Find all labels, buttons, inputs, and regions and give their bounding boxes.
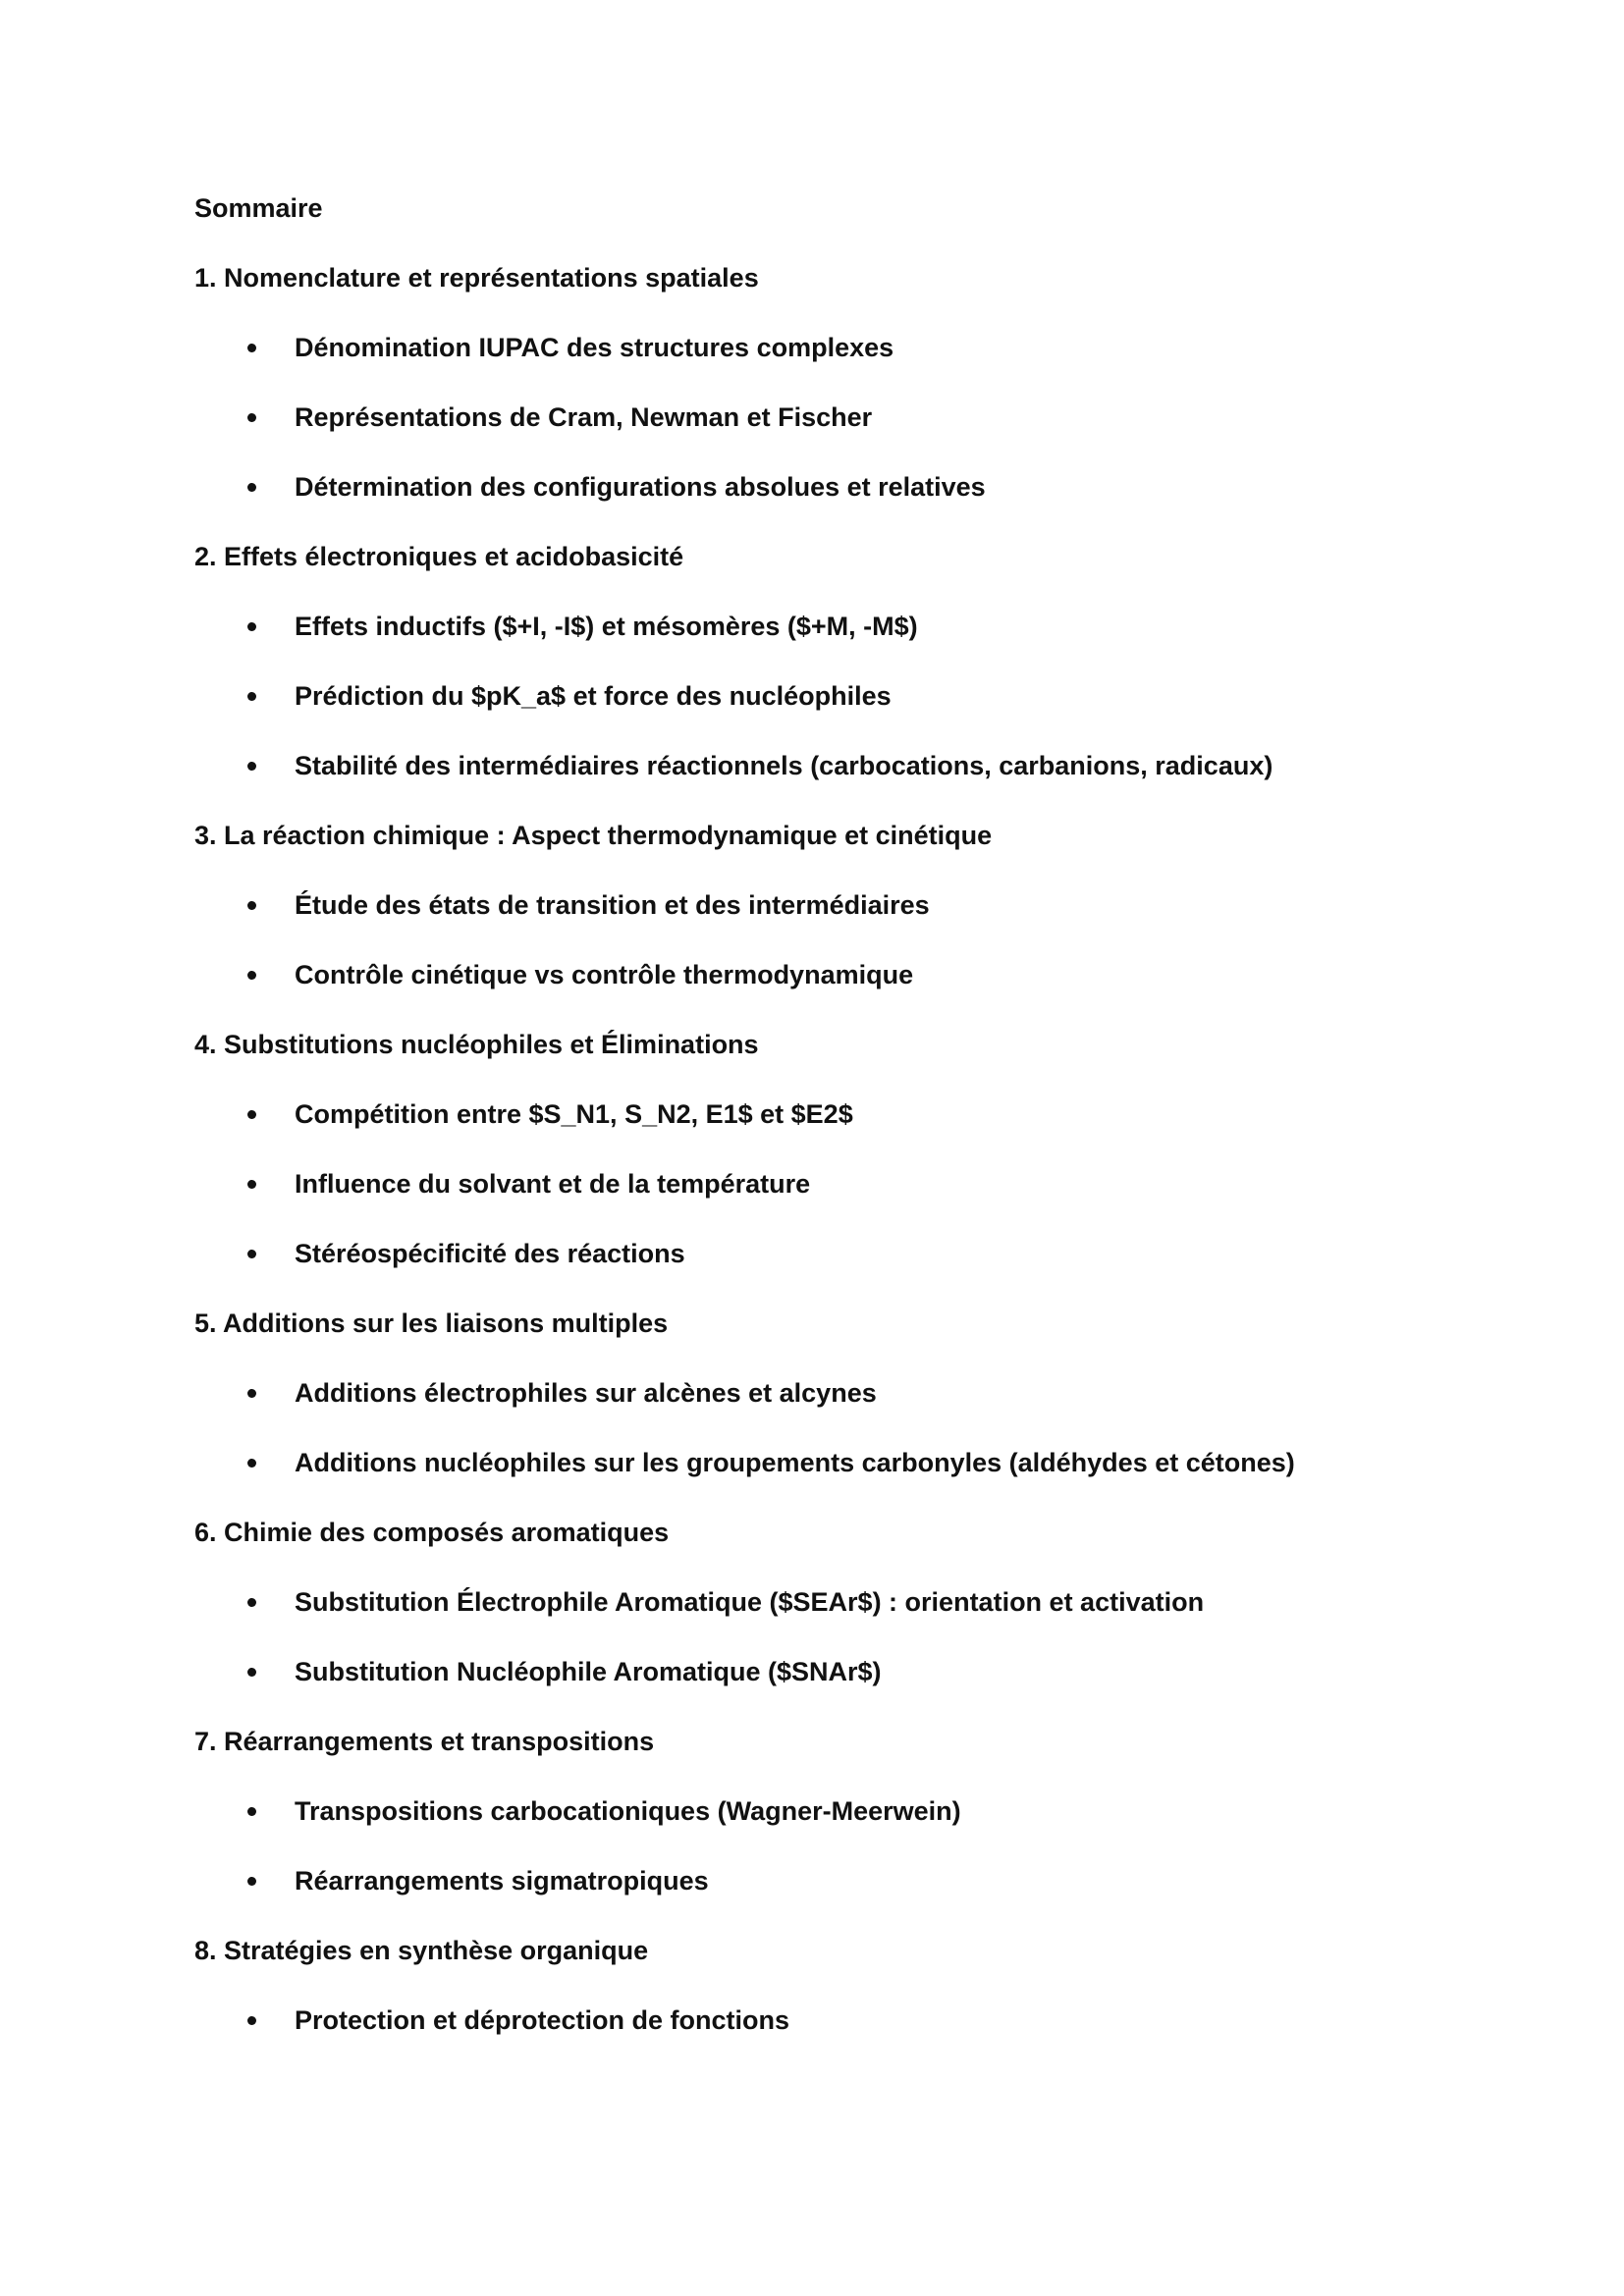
list-item [194, 471, 1432, 503]
list-item [194, 1168, 1432, 1200]
list-item [194, 1238, 1432, 1269]
section-title: 1. Nomenclature et représentations spatiales [194, 263, 759, 293]
list-item-text: Prédiction du $pK_a$ et force des nucléophiles [295, 681, 892, 711]
bullet-icon [247, 1250, 256, 1258]
section-1 [194, 262, 1432, 503]
list-item [194, 1656, 1432, 1687]
document-heading: Sommaire [194, 193, 323, 223]
bullet-icon [247, 1389, 256, 1398]
section-title: 4. Substitutions nucléophiles et Éliminations [194, 1030, 759, 1059]
bullet-icon [247, 692, 256, 701]
bullet-icon [247, 1180, 256, 1189]
list-item-text: Stabilité des intermédiaires réactionnels (carbocations, carbanions, radicaux) [295, 751, 1273, 780]
bullet-icon [247, 1459, 256, 1468]
list-item [194, 1098, 1432, 1130]
list-item-text: Contrôle cinétique vs contrôle thermodynamique [295, 960, 914, 989]
section-title: 7. Réarrangements et transpositions [194, 1727, 655, 1756]
list-item-text: Effets inductifs ($+I, -I$) et mésomères ($+M, -M$) [295, 612, 918, 641]
list-item-text: Transpositions carbocationiques (Wagner-Meerwein) [295, 1796, 961, 1826]
list-item-text: Compétition entre $S_N1, S_N2, E1$ et $E2$ [295, 1099, 853, 1129]
bullet-icon [247, 1807, 256, 1816]
list-item [194, 401, 1432, 433]
list-item-text: Protection et déprotection de fonctions [295, 2005, 790, 2035]
list-item [194, 332, 1432, 363]
list-item [194, 1447, 1432, 1478]
bullet-icon [247, 344, 256, 352]
bullet-icon [247, 1668, 256, 1677]
bullet-icon [247, 1877, 256, 1886]
section-items [194, 1098, 1432, 1269]
bullet-icon [247, 2016, 256, 2025]
list-item [194, 2004, 1432, 2036]
section-items [194, 1795, 1432, 1896]
bullet-icon [247, 901, 256, 910]
section-title: 8. Stratégies en synthèse organique [194, 1936, 649, 1965]
list-item [194, 680, 1432, 712]
section-items [194, 1377, 1432, 1478]
list-item-text: Substitution Nucléophile Aromatique ($SNAr$) [295, 1657, 882, 1686]
section-items [194, 332, 1432, 503]
bullet-icon [247, 1598, 256, 1607]
list-item [194, 889, 1432, 921]
section-items [194, 1586, 1432, 1687]
list-item-text: Dénomination IUPAC des structures complexes [295, 333, 894, 362]
list-item-text: Étude des états de transition et des intermédiaires [295, 890, 930, 920]
section-items [194, 2004, 1432, 2036]
list-item [194, 1377, 1432, 1409]
section-title: 5. Additions sur les liaisons multiples [194, 1308, 669, 1338]
list-item-text: Représentations de Cram, Newman et Fischer [295, 402, 873, 432]
section-7 [194, 1726, 1432, 1896]
list-item-text: Additions nucléophiles sur les groupements carbonyles (aldéhydes et cétones) [295, 1448, 1295, 1477]
bullet-icon [247, 622, 256, 631]
list-item-text: Détermination des configurations absolues et relatives [295, 472, 986, 502]
bullet-icon [247, 971, 256, 980]
section-8 [194, 1935, 1432, 2036]
section-items [194, 611, 1432, 781]
bullet-icon [247, 1110, 256, 1119]
document-page [194, 192, 1432, 2074]
list-item [194, 1795, 1432, 1827]
section-4 [194, 1029, 1432, 1269]
section-2 [194, 541, 1432, 781]
list-item [194, 1865, 1432, 1896]
list-item-text: Influence du solvant et de la température [295, 1169, 811, 1199]
section-5 [194, 1308, 1432, 1478]
list-item-text: Réarrangements sigmatropiques [295, 1866, 709, 1896]
section-6 [194, 1517, 1432, 1687]
list-item [194, 611, 1432, 642]
section-title: 6. Chimie des composés aromatiques [194, 1518, 670, 1547]
section-title: 3. La réaction chimique : Aspect thermodynamique et cinétique [194, 821, 993, 850]
list-item-text: Substitution Électrophile Aromatique ($SEAr$) : orientation et activation [295, 1587, 1205, 1617]
list-item-text: Stéréospécificité des réactions [295, 1239, 685, 1268]
bullet-icon [247, 483, 256, 492]
list-item-text: Additions électrophiles sur alcènes et alcynes [295, 1378, 877, 1408]
bullet-icon [247, 413, 256, 422]
section-title: 2. Effets électroniques et acidobasicité [194, 542, 684, 571]
section-items [194, 889, 1432, 990]
section-3 [194, 820, 1432, 990]
list-item [194, 959, 1432, 990]
bullet-icon [247, 762, 256, 771]
list-item [194, 1586, 1432, 1618]
list-item [194, 750, 1432, 781]
